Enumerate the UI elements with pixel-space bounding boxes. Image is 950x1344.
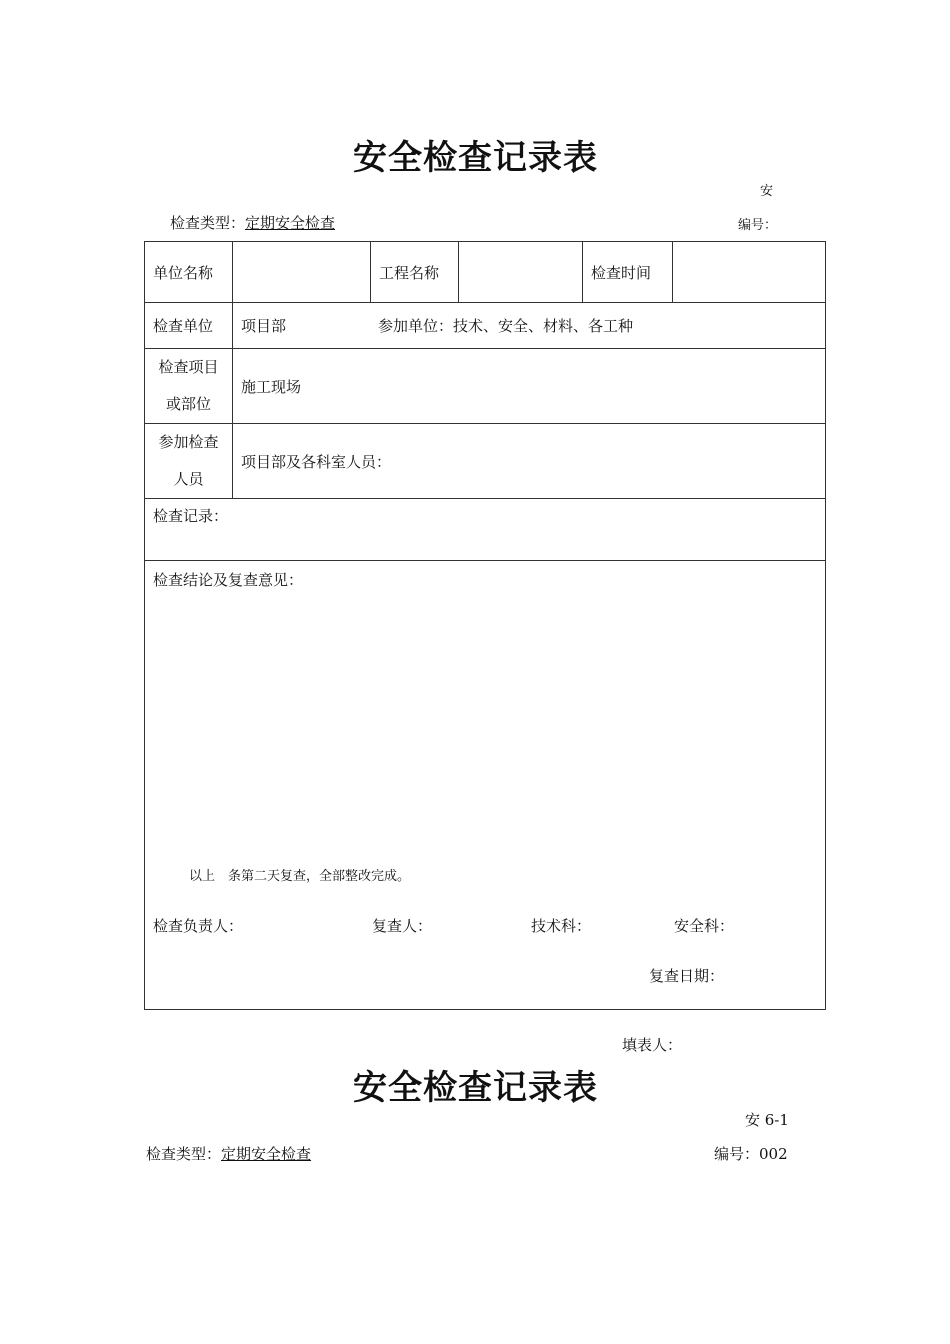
- inspect-item-field[interactable]: 施工现场: [233, 349, 826, 424]
- table-row: [145, 242, 826, 303]
- inspection-record-label: 检查记录：: [153, 507, 229, 525]
- project-name-label: 工程名称: [371, 242, 459, 303]
- inspection-form-table: [144, 241, 826, 1010]
- participants-label-line1: 参加检查: [158, 433, 219, 451]
- table-row: [145, 499, 826, 561]
- inspect-unit-label: 检查单位: [145, 303, 233, 349]
- review-date[interactable]: 复查日期：: [649, 967, 725, 985]
- inspect-item-label-line2: 或部位: [165, 395, 211, 413]
- number-label: 编号：002: [714, 1145, 788, 1163]
- reviewer-signature[interactable]: 复查人：: [372, 917, 433, 935]
- form-title: 安全检查记录表: [353, 1068, 598, 1108]
- form-code: 安 6-1: [745, 1111, 789, 1129]
- number-label: 编号：: [738, 218, 778, 233]
- inspect-unit-field[interactable]: [233, 303, 826, 349]
- inspection-record-field[interactable]: [145, 499, 826, 561]
- inspect-item-label: [145, 349, 233, 424]
- inspection-type: [146, 1143, 311, 1164]
- filled-by[interactable]: 填表人：: [622, 1036, 683, 1054]
- inspection-type-value[interactable]: 定期安全检查: [221, 1145, 312, 1163]
- table-row: [145, 561, 826, 1010]
- form-title: 安全检查记录表: [353, 138, 598, 178]
- participants-label-line2: 人员: [173, 470, 204, 488]
- inspection-type-label: 检查类型：: [170, 214, 246, 232]
- participants-label: [145, 424, 233, 499]
- unit-name-field[interactable]: [233, 242, 371, 303]
- inspector-signature[interactable]: 检查负责人：: [153, 917, 244, 935]
- conclusion-label: 检查结论及复查意见：: [153, 571, 304, 589]
- inspect-unit-value: 项目部: [241, 317, 287, 335]
- inspection-type-value[interactable]: 定期安全检查: [245, 214, 336, 232]
- form-code: 安: [760, 184, 774, 199]
- table-row: [145, 424, 826, 499]
- inspection-type-label: 检查类型：: [146, 1145, 222, 1163]
- table-row: [145, 303, 826, 349]
- project-name-field[interactable]: [459, 242, 583, 303]
- inspect-time-field[interactable]: [673, 242, 826, 303]
- unit-name-label: 单位名称: [145, 242, 233, 303]
- inspection-type: [170, 212, 335, 233]
- conclusion-field[interactable]: [145, 561, 826, 1010]
- conclusion-note: 以上 条第二天复查，全部整改完成。: [189, 869, 411, 884]
- table-row: [145, 349, 826, 424]
- inspect-item-label-line1: 检查项目: [158, 358, 219, 376]
- participants-field[interactable]: 项目部及各科室人员：: [233, 424, 826, 499]
- tech-dept-signature[interactable]: 技术科：: [531, 917, 592, 935]
- safety-dept-signature[interactable]: 安全科：: [674, 917, 735, 935]
- inspect-time-label: 检查时间: [583, 242, 673, 303]
- participants-units: 参加单位：技术、安全、材料、各工种: [378, 317, 634, 335]
